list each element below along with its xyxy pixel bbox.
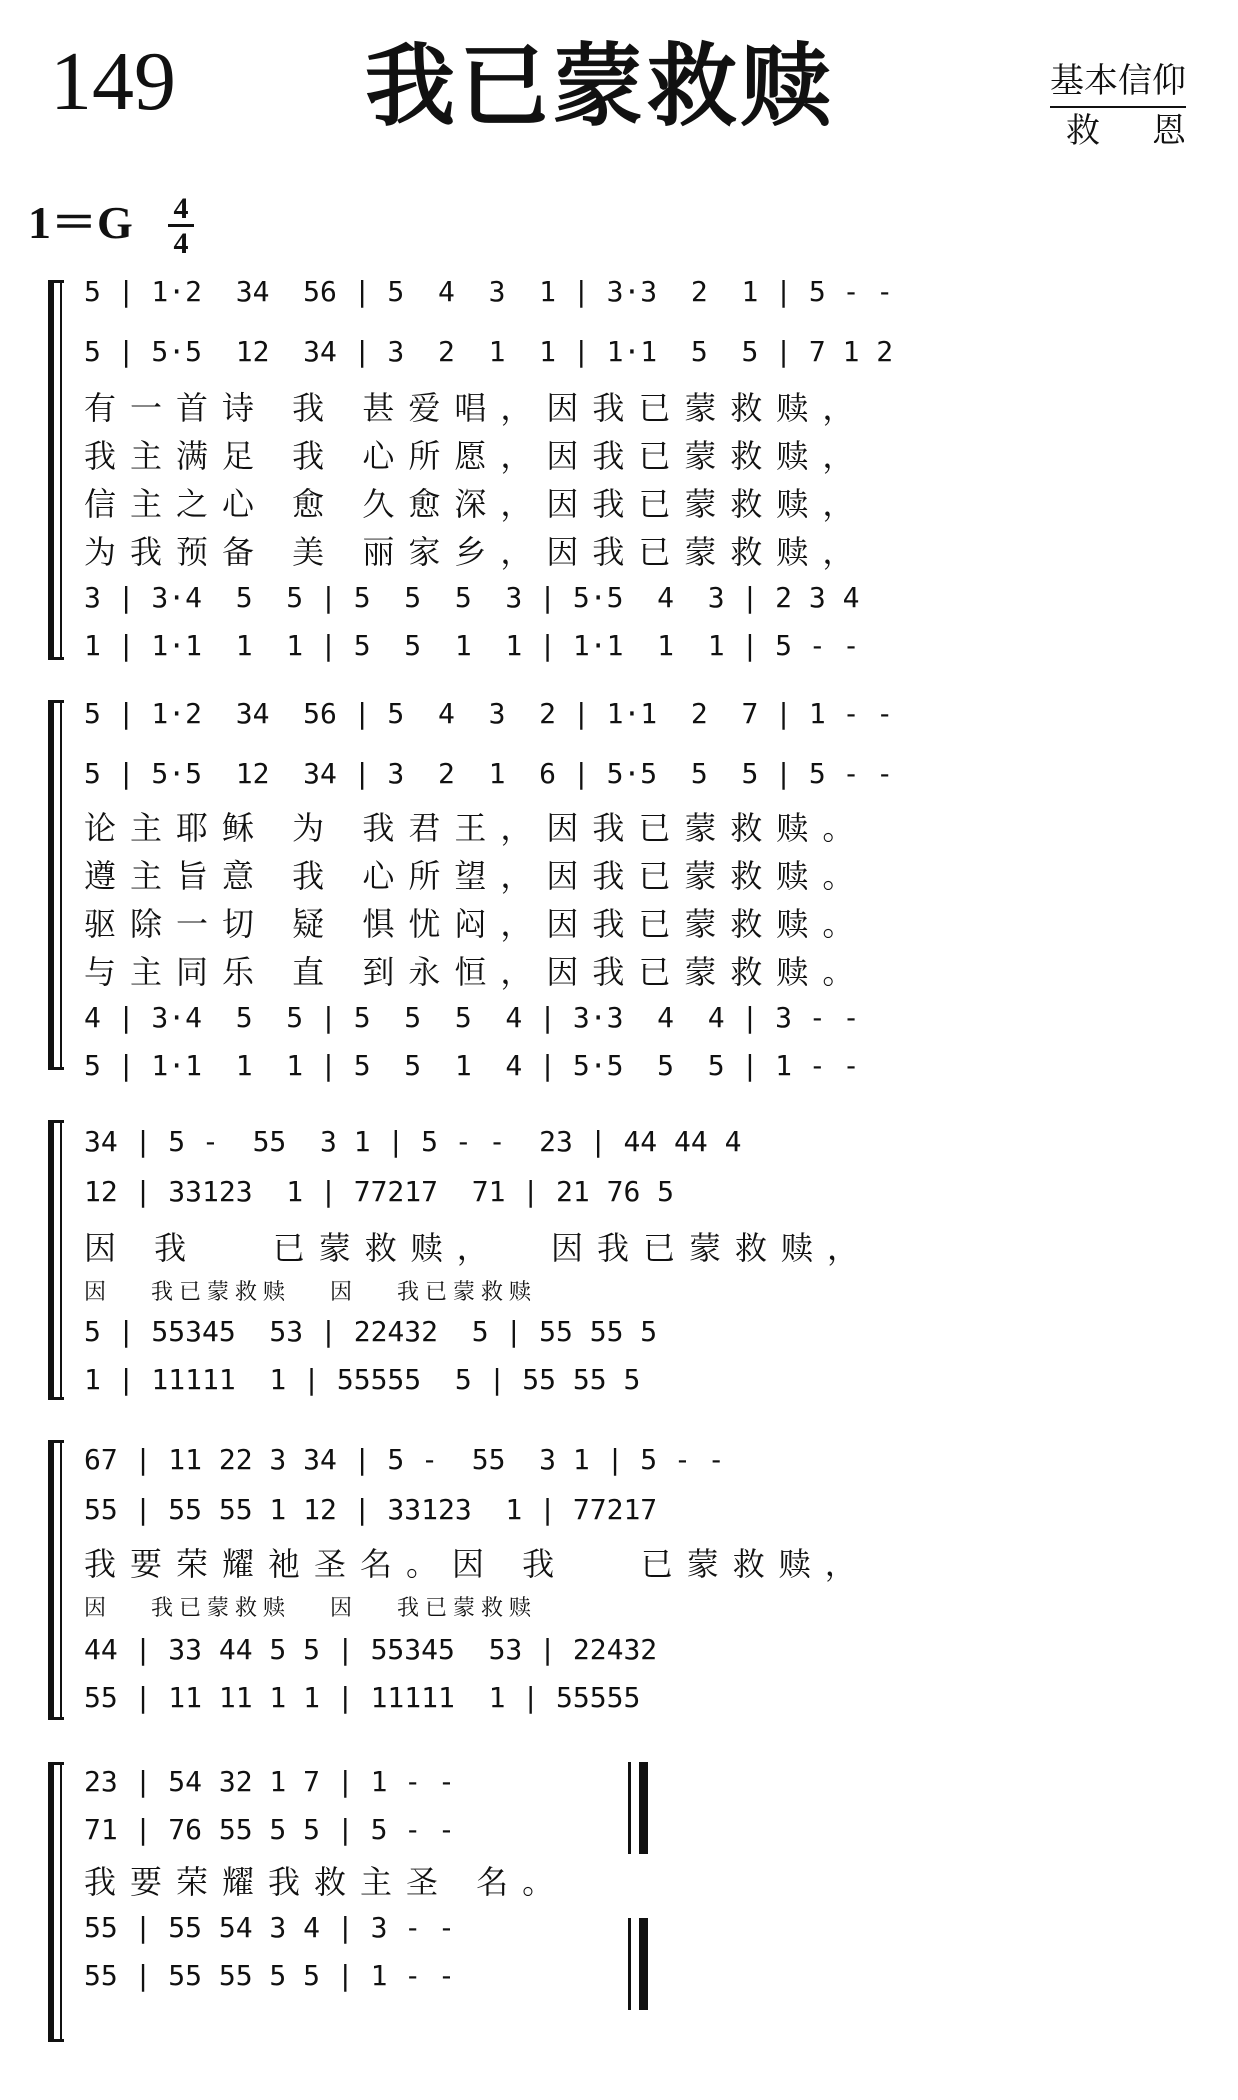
system-brace <box>48 700 54 1070</box>
lyric-verse-4: 与主同乐 直 到永恒，因我已蒙救赎。 <box>84 953 869 991</box>
hymn-number: 149 <box>50 35 176 128</box>
time-signature-bottom: 4 <box>173 227 189 260</box>
soprano-line: 5 | 1·2 34 56 | 5 4 3 2 | 1·1 2 7 | 1 - - <box>84 697 894 730</box>
final-barline <box>628 1918 648 2010</box>
category-label <box>1050 58 1238 154</box>
lyric-verse-2: 我主满足 我 心所愿，因我已蒙救赎， <box>84 437 869 475</box>
lyric-verse-1: 论主耶稣 为 我君王，因我已蒙救赎。 <box>84 809 869 847</box>
lyric-verse-3: 驱除一切 疑 惧忧闷，因我已蒙救赎。 <box>84 905 869 943</box>
soprano-line: 34 | 5 - 55 3 1 | 5 - - 23 | 44 44 4 <box>84 1125 742 1158</box>
bass-line: 55 | 11 11 1 1 | 11111 1 | 55555 <box>84 1681 641 1714</box>
key-signature: 1＝G <box>28 197 133 248</box>
soprano-line: 67 | 11 22 3 34 | 5 - 55 3 1 | 5 - - <box>84 1443 725 1476</box>
tenor-line: 4 | 3·4 5 5 | 5 5 5 4 | 3·3 4 4 | 3 - - <box>84 1001 860 1034</box>
alto-line: 71 | 76 55 5 5 | 5 - - <box>84 1813 455 1846</box>
bass-line: 1 | 11111 1 | 55555 5 | 55 55 5 <box>84 1363 641 1396</box>
final-barline <box>628 1762 648 1854</box>
lyric-main: 我要荣耀我救主圣 名。 <box>84 1863 569 1901</box>
tenor-line: 3 | 3·4 5 5 | 5 5 5 3 | 5·5 4 3 | 2 3 4 <box>84 581 860 614</box>
system-brace <box>48 280 54 660</box>
hymn-title: 我已蒙救赎 <box>365 34 835 139</box>
alto-line: 12 | 33123 1 | 77217 71 | 21 76 5 <box>84 1175 675 1208</box>
tenor-line: 5 | 55345 53 | 22432 5 | 55 55 5 <box>84 1315 658 1348</box>
category-sub: 救恩 <box>1066 111 1238 151</box>
alto-line: 55 | 55 55 1 12 | 33123 1 | 77217 <box>84 1493 658 1526</box>
soprano-line: 5 | 1·2 34 56 | 5 4 3 1 | 3·3 2 1 | 5 - - <box>84 275 894 308</box>
tenor-line: 55 | 55 54 3 4 | 3 - - <box>84 1911 455 1944</box>
bass-line: 1 | 1·1 1 1 | 5 5 1 1 | 1·1 1 1 | 5 - - <box>84 629 860 662</box>
system-brace <box>48 1762 54 2042</box>
lyric-main: 我要荣耀祂圣名。因 我 已蒙救赎， <box>84 1545 871 1583</box>
time-signature <box>168 194 194 259</box>
lyric-verse-3: 信主之心 愈 久愈深，因我已蒙救赎， <box>84 485 869 523</box>
tenor-line: 44 | 33 44 5 5 | 55345 53 | 22432 <box>84 1633 658 1666</box>
alto-line: 5 | 5·5 12 34 | 3 2 1 6 | 5·5 5 5 | 5 - - <box>84 757 894 790</box>
time-signature-top: 4 <box>168 194 194 227</box>
lyric-echo: 因 我已蒙救赎 因 我已蒙救赎 <box>84 1280 537 1305</box>
lyric-verse-1: 有一首诗 我 甚爱唱，因我已蒙救赎， <box>84 389 869 427</box>
lyric-main: 因 我 已蒙救赎， 因我已蒙救赎， <box>84 1229 874 1267</box>
system-brace <box>48 1120 54 1400</box>
lyric-verse-4: 为我预备 美 丽家乡，因我已蒙救赎， <box>84 533 869 571</box>
bass-line: 55 | 55 55 5 5 | 1 - - <box>84 1959 455 1992</box>
soprano-line: 23 | 54 32 1 7 | 1 - - <box>84 1765 455 1798</box>
alto-line: 5 | 5·5 12 34 | 3 2 1 1 | 1·1 5 5 | 7 1 2 <box>84 335 894 368</box>
bass-line: 5 | 1·1 1 1 | 5 5 1 4 | 5·5 5 5 | 1 - - <box>84 1049 860 1082</box>
lyric-echo: 因 我已蒙救赎 因 我已蒙救赎 <box>84 1596 537 1621</box>
system-brace <box>48 1440 54 1720</box>
category-main: 基本信仰 <box>1050 58 1186 108</box>
lyric-verse-2: 遵主旨意 我 心所望，因我已蒙救赎。 <box>84 857 869 895</box>
